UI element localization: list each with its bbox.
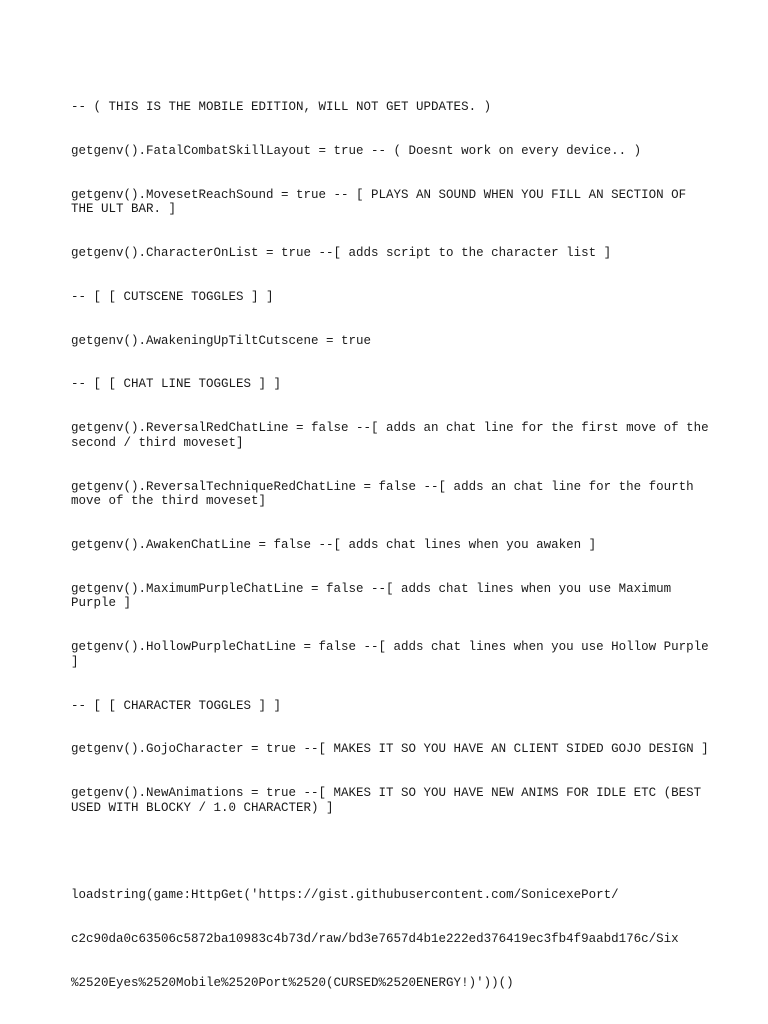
code-line: getgenv().ReversalRedChatLine = false --[ adds an chat line for the first move of the second / third moveset] — [71, 421, 717, 450]
code-line: getgenv().MaximumPurpleChatLine = false --[ adds chat lines when you use Maximum Purple ] — [71, 581, 679, 611]
code-line: getgenv().AwakeningUpTiltCutscene = true — [71, 333, 372, 348]
loadstring-line: loadstring(game:HttpGet('https://gist.githubusercontent.com/SonicexePort/ — [71, 888, 619, 903]
code-line: getgenv().NewAnimations = true --[ MAKES IT SO YOU HAVE NEW ANIMS FOR IDLE ETC (BEST USED WITH BLOCKY / 1.0 CHARACTER) ] — [71, 786, 709, 815]
loadstring-line: c2c90da0c63506c5872ba10983c4b73d/raw/bd3e7657d4b1e222ed376419ec3fb4f9aabd176c/Six — [71, 932, 679, 947]
code-line: getgenv().HollowPurpleChatLine = false --[ adds chat lines when you use Hollow Purple ] — [71, 640, 717, 669]
section-comment: -- [ [ CHAT LINE TOGGLES ] ] — [71, 377, 282, 392]
code-line: getgenv().GojoCharacter = true --[ MAKES IT SO YOU HAVE AN CLIENT SIDED GOJO DESIGN ] — [71, 742, 709, 757]
section-comment: -- [ [ CHARACTER TOGGLES ] ] — [71, 698, 282, 713]
section-comment: -- [ [ CUTSCENE TOGGLES ] ] — [71, 289, 274, 304]
code-line: getgenv().CharacterOnList = true --[ adds script to the character list ] — [71, 246, 612, 261]
loadstring-line: %2520Eyes%2520Mobile%2520Port%2520(CURSED%2520ENERGY!)'))() — [71, 975, 514, 990]
code-line: getgenv().MovesetReachSound = true -- [ PLAYS AN SOUND WHEN YOU FILL AN SECTION OF THE ULT BAR. ] — [71, 187, 694, 217]
code-document — [71, 71, 717, 1005]
code-line: getgenv().ReversalTechniqueRedChatLine = false --[ adds an chat line for the fourth move of the third moveset] — [71, 479, 702, 509]
code-line: -- ( THIS IS THE MOBILE EDITION, WILL NOT GET UPDATES. ) — [71, 100, 492, 115]
blank-line — [71, 844, 711, 859]
code-line: getgenv().FatalCombatSkillLayout = true -- ( Doesnt work on every device.. ) — [71, 143, 642, 158]
code-line: getgenv().AwakenChatLine = false --[ adds chat lines when you awaken ] — [71, 538, 597, 552]
